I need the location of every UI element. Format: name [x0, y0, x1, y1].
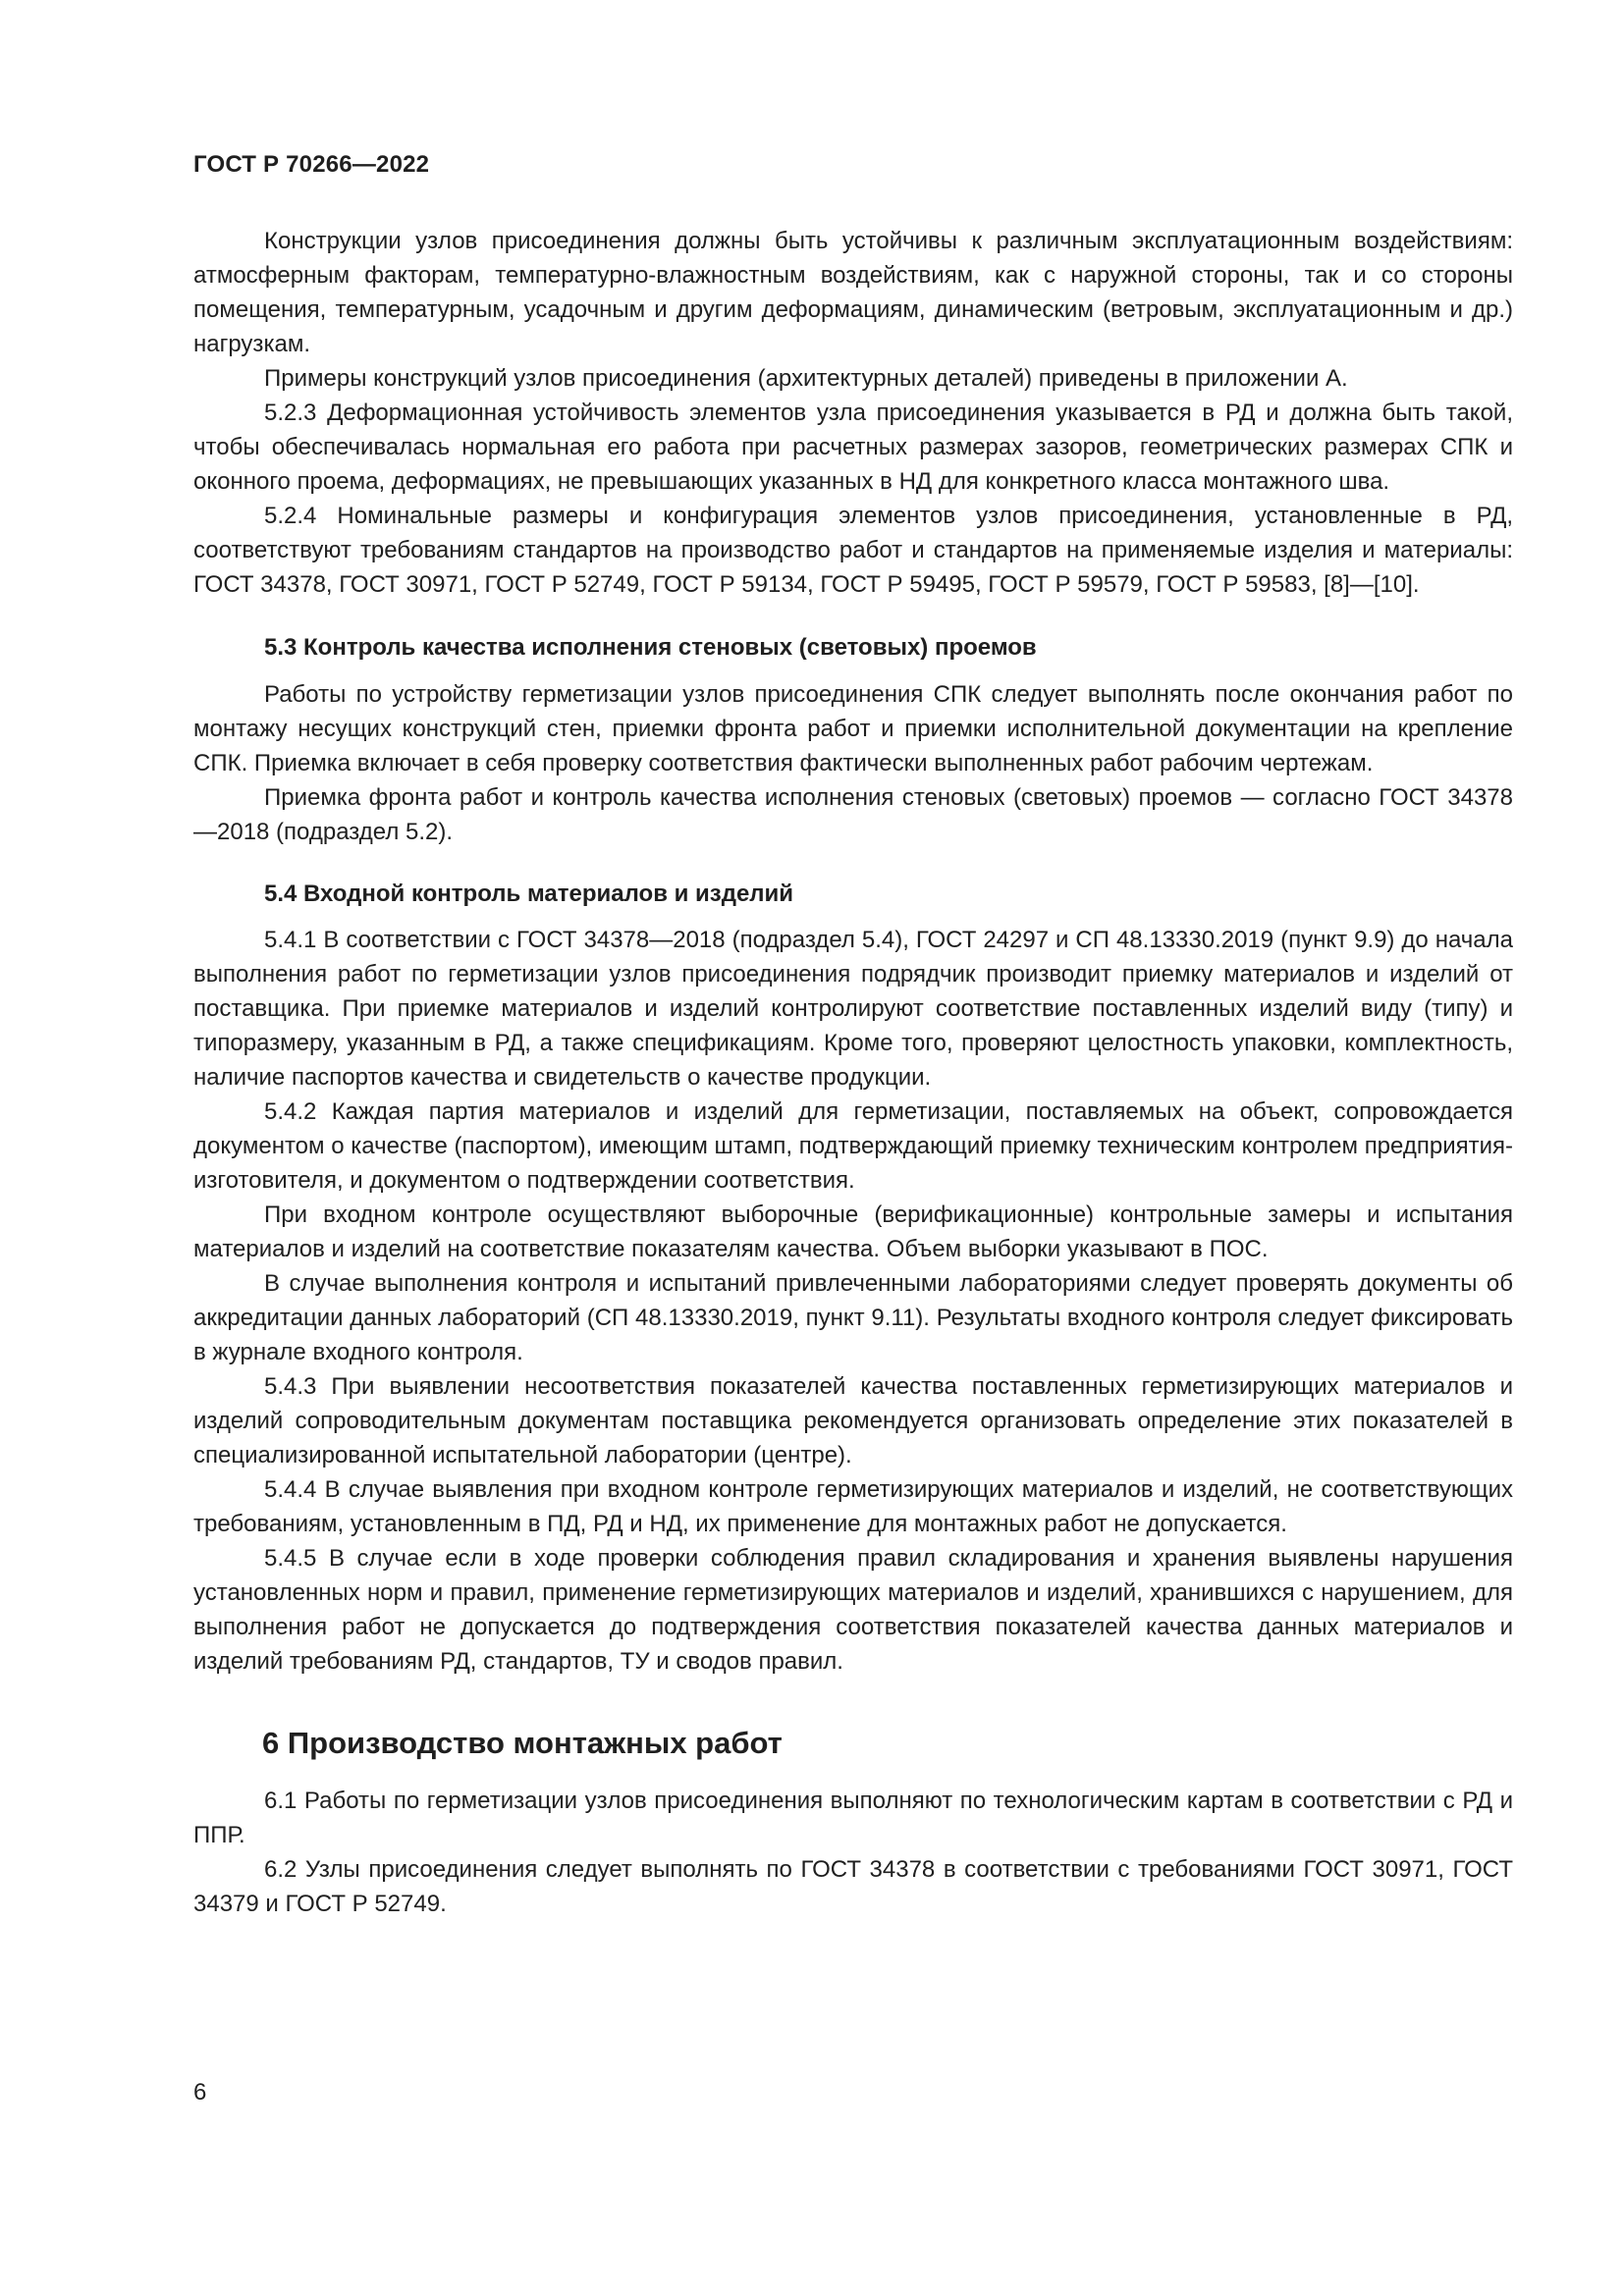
paragraph: Примеры конструкций узлов присоединения (архитектурных деталей) приведены в приложении А.	[264, 365, 1348, 392]
paragraph: 5.2.4 Номинальные размеры и конфигурация элементов узлов присоединения, установленные в РД, соответствуют требованиям стандартов на производство работ и стандартов на применяемые изделия и материалы: ГОСТ 34378, ГОСТ 30971, ГОСТ Р 52749, ГОСТ Р 59134, ГОСТ Р 59495, ГОСТ Р 59579, ГОСТ Р 59583, [8]—[10].	[193, 503, 1513, 598]
document-code-header: ГОСТ Р 70266—2022	[193, 151, 430, 178]
paragraph: 5.4.4 В случае выявления при входном контроле герметизирующих материалов и изделий, не соответствующих требованиям, установленным в ПД, РД и НД, их применение для монтажных работ не допускается.	[193, 1476, 1513, 1537]
paragraph: 6.1 Работы по герметизации узлов присоединения выполняют по технологическим картам в соответствии с РД и ППР.	[193, 1788, 1513, 1848]
page-number: 6	[193, 2079, 207, 2106]
paragraph: Конструкции узлов присоединения должны быть устойчивы к различным эксплуатационным воздействиям: атмосферным факторам, температурно-влажностным воздействиям, как с наружной стороны, так и со стороны помещения, температурным, усадочным и другим деформациям, динамическим (ветровым, эксплуатационным и др.) нагрузкам.	[193, 228, 1513, 357]
paragraph: 5.4.1 В соответствии с ГОСТ 34378—2018 (подраздел 5.4), ГОСТ 24297 и СП 48.13330.2019 (пункт 9.9) до начала выполнения работ по герметизации узлов присоединения подрядчик производит приемку материалов и изделий от поставщика. При приемке материалов и изделий контролируют соответствие поставленных изделий виду (типу) и типоразмеру, указанным в РД, а также спецификациям. Кроме того, проверяют целостность упаковки, комплектность, наличие паспортов качества и свидетельств о качестве продукции.	[193, 927, 1513, 1091]
paragraph: 5.4.2 Каждая партия материалов и изделий для герметизации, поставляемых на объект, сопровождается документом о качестве (паспортом), имеющим штамп, подтверждающий приемку техническим контролем предприятия-изготовителя, и документом о подтверждении соответствия.	[193, 1098, 1513, 1194]
paragraph: Приемка фронта работ и контроль качества исполнения стеновых (световых) проемов — согласно ГОСТ 34378—2018 (подраздел 5.2).	[193, 784, 1513, 845]
paragraph: В случае выполнения контроля и испытаний привлеченными лабораториями следует проверять документы об аккредитации данных лабораторий (СП 48.13330.2019, пункт 9.11). Результаты входного контроля следует фиксировать в журнале входного контроля.	[193, 1270, 1513, 1365]
paragraph: 5.4.5 В случае если в ходе проверки соблюдения правил складирования и хранения выявлены нарушения установленных норм и правил, применение герметизирующих материалов и изделий, хранившихся с нарушением, для выполнения работ не допускается до подтверждения соответствия показателей качества данных материалов и изделий требованиям РД, стандартов, ТУ и сводов правил.	[193, 1545, 1513, 1675]
section-heading-5-3: 5.3 Контроль качества исполнения стеновых (световых) проемов	[264, 634, 1037, 661]
paragraph: При входном контроле осуществляют выборочные (верификационные) контрольные замеры и испытания материалов и изделий на соответствие показателям качества. Объем выборки указывают в ПОС.	[193, 1201, 1513, 1262]
section-heading-5-4: 5.4 Входной контроль материалов и изделий	[264, 881, 794, 907]
paragraph: 5.2.3 Деформационная устойчивость элементов узла присоединения указывается в РД и должна быть такой, чтобы обеспечивалась нормальная его работа при расчетных размерах зазоров, геометрических размерах СПК и оконного проема, деформациях, не превышающих указанных в НД для конкретного класса монтажного шва.	[193, 400, 1513, 495]
page-content	[193, 224, 1513, 1921]
chapter-heading-6: 6 Производство монтажных работ	[262, 1726, 783, 1760]
paragraph: 5.4.3 При выявлении несоответствия показателей качества поставленных герметизирующих материалов и изделий сопроводительным документам поставщика рекомендуется организовать определение этих показателей в специализированной испытательной лаборатории (центре).	[193, 1373, 1513, 1468]
paragraph: 6.2 Узлы присоединения следует выполнять по ГОСТ 34378 в соответствии с требованиями ГОСТ 30971, ГОСТ 34379 и ГОСТ Р 52749.	[193, 1856, 1513, 1917]
paragraph: Работы по устройству герметизации узлов присоединения СПК следует выполнять после окончания работ по монтажу несущих конструкций стен, приемки фронта работ и приемки исполнительной документации на крепление СПК. Приемка включает в себя проверку соответствия фактически выполненных работ рабочим чертежам.	[193, 681, 1513, 776]
